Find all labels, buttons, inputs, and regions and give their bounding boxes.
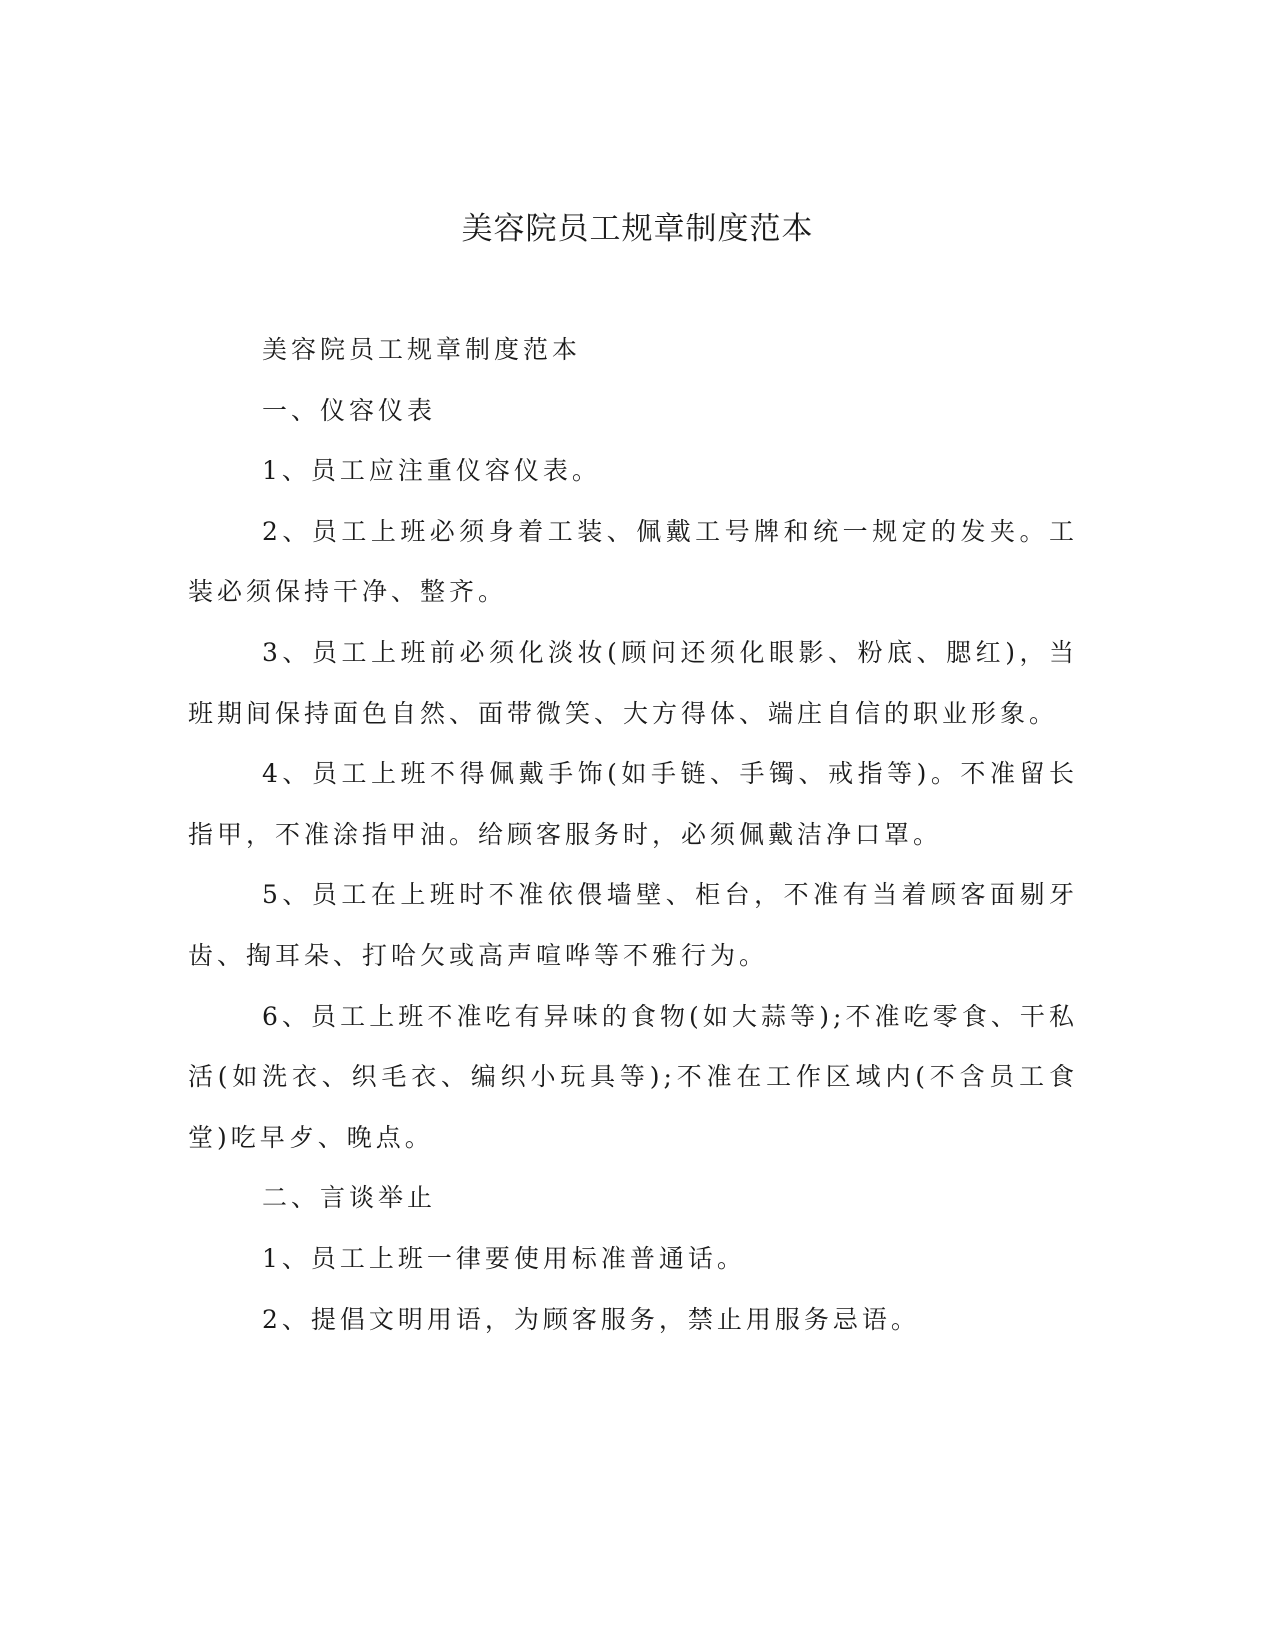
- paragraph-item: 6、员工上班不准吃有异味的食物(如大蒜等);不准吃零食、干私活(如洗衣、织毛衣、编织小玩具等);不准在工作区域内(不含员工食堂)吃早歺、晚点。: [188, 1001, 1078, 1152]
- document-title: 美容院员工规章制度范本: [461, 211, 814, 247]
- paragraph-item: 1、员工应注重仪容仪表。: [262, 456, 601, 486]
- document-body: [188, 320, 1078, 1350]
- paragraph-item: 5、员工在上班时不准依偎墙壁、柜台，不准有当着顾客面剔牙齿、掏耳朵、打哈欠或高声喧哗等不雅行为。: [188, 880, 1078, 970]
- paragraph-item: 1、员工上班一律要使用标准普通话。: [262, 1243, 746, 1273]
- paragraph-item: 3、员工上班前必须化淡妆(顾问还须化眼影、粉底、腮红)，当班期间保持面色自然、面带微笑、大方得体、端庄自信的职业形象。: [188, 637, 1078, 728]
- paragraph-subtitle: 美容院员工规章制度范本: [262, 335, 582, 364]
- paragraph-item: 2、员工上班必须身着工装、佩戴工号牌和统一规定的发夹。工装必须保持干净、整齐。: [188, 516, 1078, 607]
- section-heading-conduct: 二、言谈举止: [262, 1183, 437, 1213]
- paragraph-item: 2、提倡文明用语，为顾客服务，禁止用服务忌语。: [262, 1304, 920, 1334]
- section-heading-appearance: 一、仪容仪表: [262, 395, 437, 425]
- paragraph-item: 4、员工上班不得佩戴手饰(如手链、手镯、戒指等)。不准留长指甲，不准涂指甲油。给顾客服务时，必须佩戴洁净口罩。: [188, 759, 1078, 849]
